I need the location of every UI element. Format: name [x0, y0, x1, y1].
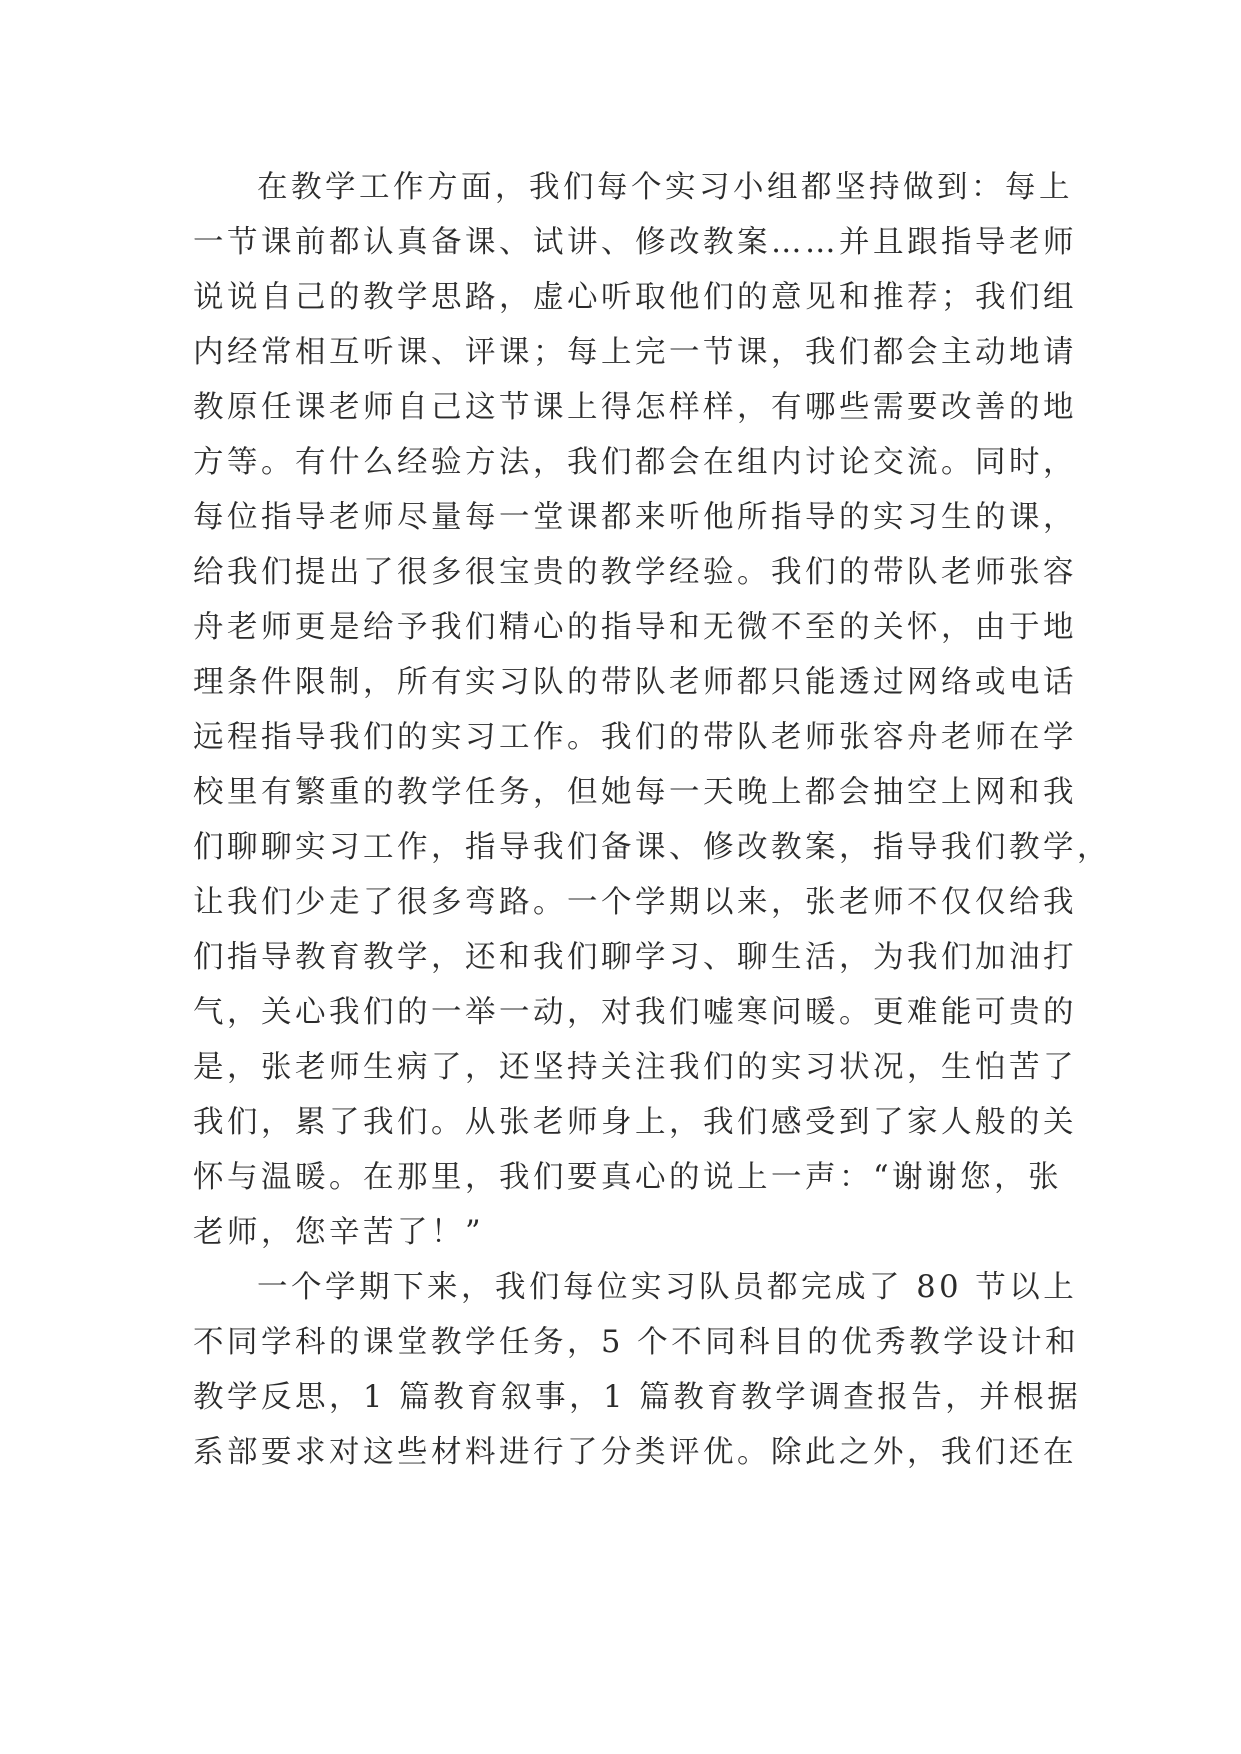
text-line: 给我们提出了很多很宝贵的教学经验。我们的带队老师张容: [193, 555, 1077, 590]
text-line: 气，关心我们的一举一动，对我们嘘寒问暖。更难能可贵的: [193, 995, 1077, 1030]
paragraph: [193, 160, 1111, 1260]
text-line: 们聊聊实习工作，指导我们备课、修改教案，指导我们教学，: [193, 830, 1111, 865]
text-line: 们指导教育教学，还和我们聊学习、聊生活，为我们加油打: [193, 940, 1077, 975]
text-line: 不同学科的课堂教学任务，5 个不同科目的优秀教学设计和: [193, 1325, 1080, 1360]
text-line: 系部要求对这些材料进行了分类评优。除此之外，我们还在: [193, 1435, 1077, 1470]
text-line: 教原任课老师自己这节课上得怎样样，有哪些需要改善的地: [193, 390, 1077, 425]
text-line: 每位指导老师尽量每一堂课都来听他所指导的实习生的课，: [193, 500, 1077, 535]
text-line: 一个学期下来，我们每位实习队员都完成了 80 节以上: [257, 1270, 1078, 1305]
text-line: 理条件限制，所有实习队的带队老师都只能透过网络或电话: [193, 665, 1077, 700]
text-line: 校里有繁重的教学任务，但她每一天晚上都会抽空上网和我: [193, 775, 1077, 810]
text-line: 方等。有什么经验方法，我们都会在组内讨论交流。同时，: [193, 445, 1077, 480]
text-line: 一节课前都认真备课、试讲、修改教案……并且跟指导老师: [193, 225, 1077, 260]
text-line: 教学反思，1 篇教育叙事，1 篇教育教学调查报告，并根据: [193, 1380, 1082, 1415]
text-line: 远程指导我们的实习工作。我们的带队老师张容舟老师在学: [193, 720, 1077, 755]
text-line: 老师，您辛苦了！”: [193, 1215, 485, 1250]
document-body: [193, 160, 1111, 1480]
text-line: 让我们少走了很多弯路。一个学期以来，张老师不仅仅给我: [193, 885, 1077, 920]
text-line: 在教学工作方面，我们每个实习小组都坚持做到：每上: [257, 170, 1073, 205]
text-line: 内经常相互听课、评课；每上完一节课，我们都会主动地请: [193, 335, 1077, 370]
text-line: 舟老师更是给予我们精心的指导和无微不至的关怀，由于地: [193, 610, 1077, 645]
text-line: 怀与温暖。在那里，我们要真心的说上一声：“谢谢您，张: [193, 1160, 1063, 1195]
text-line: 说说自己的教学思路，虚心听取他们的意见和推荐；我们组: [193, 280, 1077, 315]
text-line: 是，张老师生病了，还坚持关注我们的实习状况，生怕苦了: [193, 1050, 1077, 1085]
text-line: 我们，累了我们。从张老师身上，我们感受到了家人般的关: [193, 1105, 1077, 1140]
paragraph: [193, 1260, 1082, 1480]
